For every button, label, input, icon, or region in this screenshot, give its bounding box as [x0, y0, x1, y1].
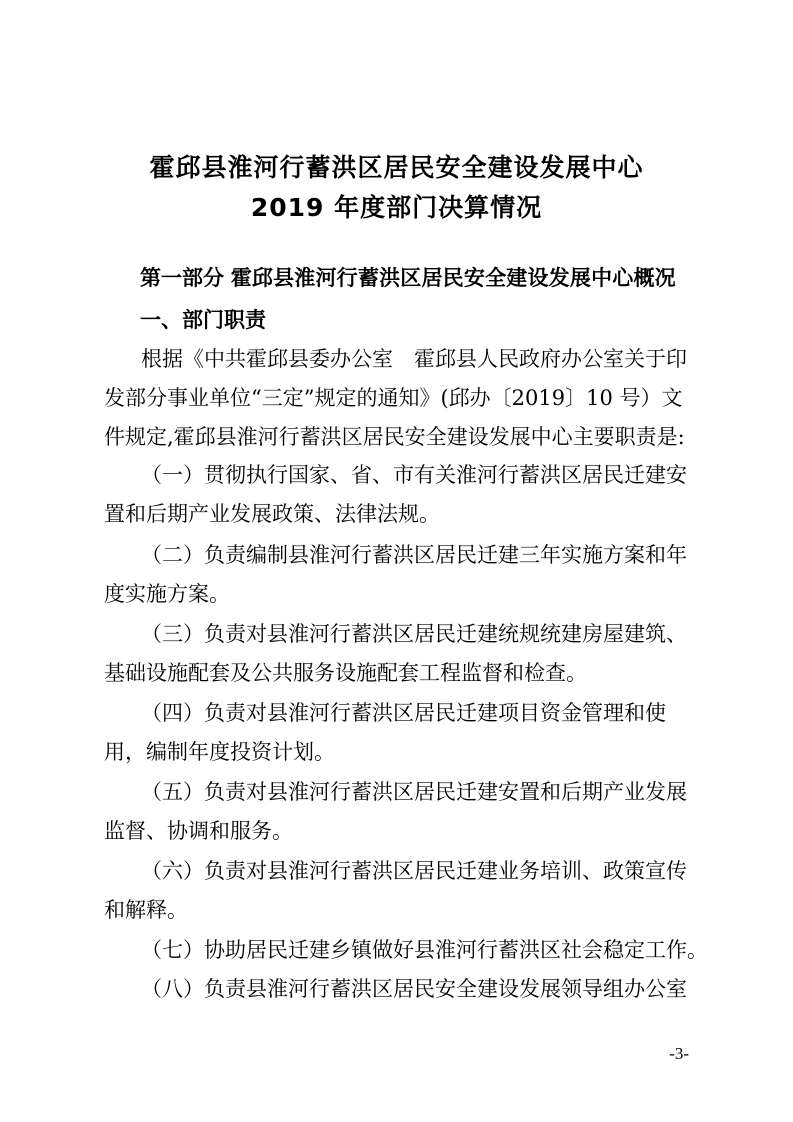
duty-5-line-2: 监督、协调和服务。	[104, 819, 293, 843]
part-name: 霍邱县淮河行蓄洪区居民安全建设发展中心概况	[230, 266, 676, 290]
duty-7-line-1: （七）协助居民迁建乡镇做好县淮河行蓄洪区社会稳定工作。	[141, 938, 708, 962]
duty-3-line-2: 基础设施配套及公共服务设施配套工程监督和检查。	[104, 661, 587, 685]
duty-8-line-1: （八）负责县淮河行蓄洪区居民安全建设发展领导组办公室	[141, 977, 687, 1001]
intro-line-2: 发部分事业单位“三定”规定的通知》(邱办〔2019〕10 号）文	[104, 386, 683, 410]
page-number: -3-	[669, 1044, 689, 1063]
duty-6-line-2: 和解释。	[104, 898, 188, 922]
duty-2-line-2: 度实施方案。	[104, 582, 230, 606]
duty-1-line-1: （一）贯彻执行国家、省、市有关淮河行蓄洪区居民迁建安	[141, 463, 687, 487]
part-label: 第一部分	[140, 266, 224, 290]
duty-5-line-1: （五）负责对县淮河行蓄洪区居民迁建安置和后期产业发展	[141, 780, 687, 804]
document-title-line-2: 2019 年度部门决算情况	[250, 193, 543, 222]
intro-line-1: 根据《中共霍邱县委办公室 霍邱县人民政府办公室关于印	[141, 347, 687, 371]
section-heading: 一、部门职责	[140, 308, 266, 332]
duty-1-line-2: 置和后期产业发展政策、法律法规。	[104, 502, 440, 526]
duty-4-line-2: 用，编制年度投资计划。	[104, 740, 335, 764]
part-heading	[140, 262, 676, 292]
duty-3-line-1: （三）负责对县淮河行蓄洪区居民迁建统规统建房屋建筑、	[141, 622, 687, 646]
duty-4-line-1: （四）负责对县淮河行蓄洪区居民迁建项目资金管理和使	[141, 701, 666, 725]
document-title-line-1: 霍邱县淮河行蓄洪区居民安全建设发展中心	[149, 153, 644, 182]
intro-line-3: 件规定,霍邱县淮河行蓄洪区居民安全建设发展中心主要职责是:	[104, 425, 685, 449]
duty-6-line-1: （六）负责对县淮河行蓄洪区居民迁建业务培训、政策宣传	[141, 859, 687, 883]
duty-2-line-1: （二）负责编制县淮河行蓄洪区居民迁建三年实施方案和年	[141, 543, 687, 567]
